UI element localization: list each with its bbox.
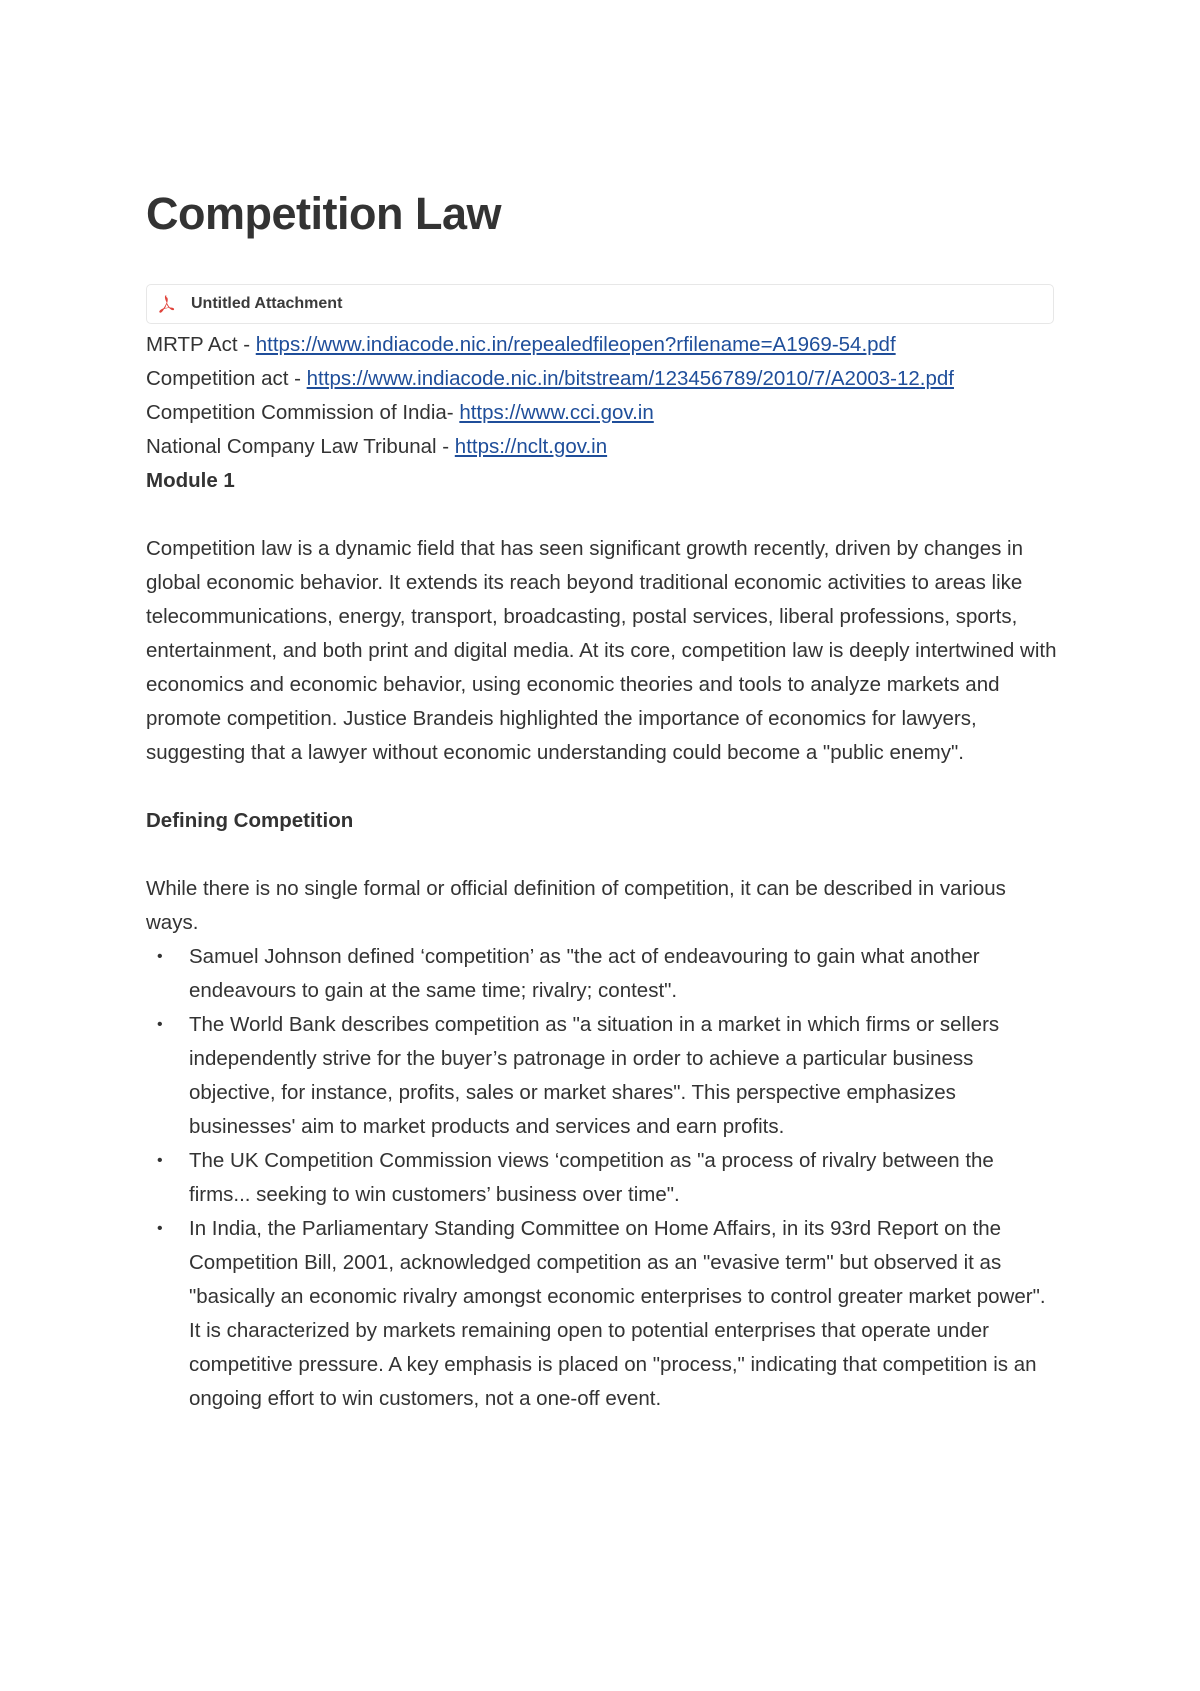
module-heading: Module 1	[146, 469, 235, 492]
reference-label: MRTP Act -	[146, 333, 256, 356]
document-body	[146, 328, 1058, 1416]
reference-line	[146, 328, 1058, 362]
reference-label: Competition act -	[146, 367, 307, 390]
list-item: • The UK Competition Commission views ‘competition as "a process of rivalry between the firms... seeking to win customers’ business over time".	[146, 1144, 1058, 1212]
nclt-link[interactable]: https://nclt.gov.in	[454, 435, 608, 458]
reference-line	[146, 430, 1058, 464]
definition-list	[146, 940, 1058, 1416]
reference-label: National Company Law Tribunal -	[146, 435, 455, 458]
attachment-card[interactable]	[146, 284, 1054, 324]
intro-paragraph: Competition law is a dynamic field that has seen significant growth recently, driven by changes in global economic behavior. It extends its reach beyond traditional economic activities to areas like telecommunications, energy, transport, broadcasting, postal services, liberal professions, sports, entertainment, and both print and digital media. At its core, competition law is deeply intertwined with economics and economic behavior, using economic theories and tools to analyze markets and promote competition. Justice Brandeis highlighted the importance of economics for lawyers, suggesting that a lawyer without economic understanding could become a "public enemy".	[146, 537, 1057, 764]
section-paragraph: While there is no single formal or official definition of competition, it can be described in various ways.	[146, 877, 1006, 934]
page-title: Competition Law	[146, 188, 501, 239]
reference-label: Competition Commission of India-	[146, 401, 460, 424]
competition-act-link[interactable]: https://www.indiacode.nic.in/bitstream/123456789/2010/7/A2003-12.pdf	[306, 367, 954, 390]
reference-line	[146, 362, 1058, 396]
section-heading: Defining Competition	[146, 809, 354, 832]
spacer	[146, 770, 1058, 804]
spacer	[146, 498, 1058, 532]
list-item: • Samuel Johnson defined ‘competition’ as "the act of endeavouring to gain what another endeavours to gain at the same time; rivalry; contest".	[146, 940, 1058, 1008]
mrtp-act-link[interactable]: https://www.indiacode.nic.in/repealedfileopen?rfilename=A1969-54.pdf	[255, 333, 896, 356]
spacer	[146, 838, 1058, 872]
attachment-label: Untitled Attachment	[191, 295, 343, 312]
cci-link[interactable]: https://www.cci.gov.in	[459, 401, 654, 424]
pdf-icon	[155, 292, 179, 316]
list-item: • The World Bank describes competition as "a situation in a market in which firms or sellers independently strive for the buyer’s patronage in order to achieve a particular business objective, for instance, profits, sales or market shares". This perspective emphasizes businesses' aim to market products and services and earn profits.	[146, 1008, 1058, 1144]
list-item: • In India, the Parliamentary Standing Committee on Home Affairs, in its 93rd Report on the Competition Bill, 2001, acknowledged competition as an "evasive term" but observed it as "basically an economic rivalry amongst economic enterprises to control greater market power". It is characterized by markets remaining open to potential enterprises that operate under competitive pressure. A key emphasis is placed on "process," indicating that competition is an ongoing effort to win customers, not a one-off event.	[146, 1212, 1058, 1416]
reference-line	[146, 396, 1058, 430]
